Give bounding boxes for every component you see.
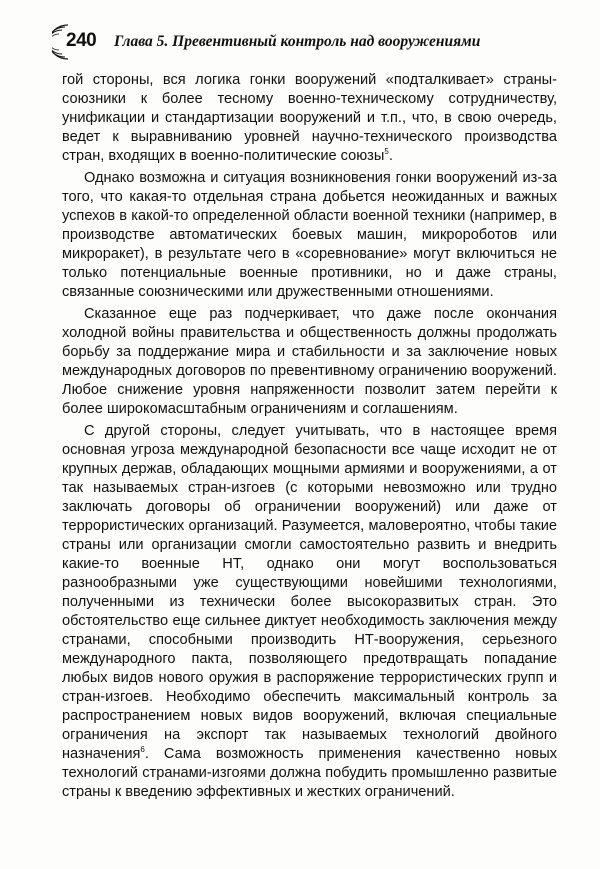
body-text [62,71,557,805]
paragraph-2: Однако возможна и ситуация возникновения гонки вооружений из-за того, что какая-то отдельная страна добьется неожиданных и важных успехов в какой-то определенной области военной техники (например, в производстве автоматических боевых машин, микророботов или микроракет), в результате чего в «соревнование» могут включиться не только потенциальные военные противники, но и даже страны, связанные союзническими или дружественными отношениями. [62,170,557,300]
running-header [52,22,572,62]
paragraph-4-text: С другой стороны, следует учитывать, что в настоящее время основная угроза международной безопасности все чаще исходит не от крупных держав, обладающих мощными армиями и вооружениями, а от так называемых стран-изгоев (с которыми невозможно или трудно заключать договоры об ограничении вооружений) или даже от террористических организаций. Разумеется, маловероятно, чтобы такие страны или организации смогли самостоятельно развить и внедрить какие-то военные НТ, однако они могут воспользоваться разнообразными уже существующими новейшими технологиями, полученными из технически более высокоразвитых стран. Это обстоятельство еще сильнее диктует необходимость заключения между странами, способными производить НТ-вооружения, серьезного международного пакта, позволяющего предотвращать попадание любых видов нового оружия в распоряжение террористических групп и стран-изгоев. Необходимо обеспечить максимальный контроль за распространением новых видов вооружений, включая специальные ограничения на экспорт так называемых технологий двойного назначения [62,423,557,762]
paragraph-3: Сказанное еще раз подчеркивает, что даже после окончания холодной войны правительства и общественность должны продолжать борьбу за поддержание мира и стабильности и за заключение новых международных договоров по превентивному ограничению вооружений. Любое снижение уровня напряженности позволит затем перейти к более широкомасштабным ограничениям и соглашениям. [62,306,557,417]
footnote-ref-6[interactable]: 6 [140,745,145,755]
paragraph-1 [62,71,557,166]
paragraph-4 [62,422,557,802]
paragraph-4-tail: . Сама возможность применения качественно новых технологий странами-изгоями должна побудить промышленно развитые страны к введению эффективных и жестких ограничений. [62,746,557,800]
page-number: 240 [66,30,97,51]
paragraph-1-text: гой стороны, вся логика гонки вооружений «подталкивает» страны-союзники к более тесному военно-техническому сотрудничеству, унификации и стандартизации вооружений и т.п., что, в свою очередь, ведет к выравниванию уровней научно-технического производства стран, входящих в военно-политические союзы [62,72,557,164]
chapter-title: Глава 5. Превентивный контроль над вооружениями [114,33,481,50]
paragraph-1-tail: . [388,148,393,164]
footnote-ref-5[interactable]: 5 [384,147,389,157]
